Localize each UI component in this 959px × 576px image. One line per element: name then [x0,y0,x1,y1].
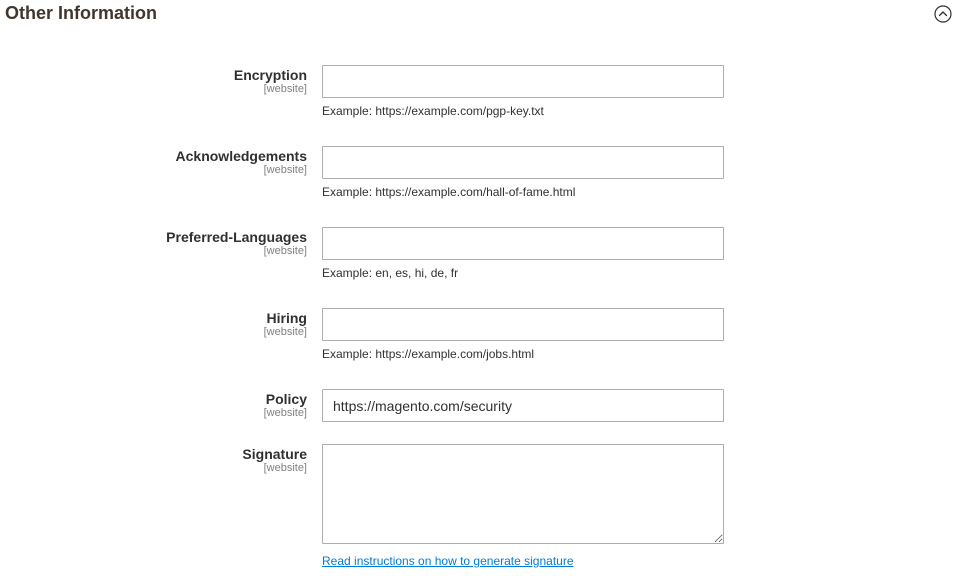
preferred-languages-note: Example: en, es, hi, de, fr [322,266,459,280]
chevron-up-circle-icon[interactable] [934,5,952,23]
signature-textarea[interactable] [322,444,724,544]
label-policy: Policy [265,391,307,407]
label-encryption: Encryption [233,67,307,83]
field-label-signature [242,445,307,475]
scope-signature: [website] [263,462,307,474]
scope-preferred-languages: [website] [263,245,307,257]
acknowledgements-input[interactable] [322,146,724,179]
hiring-note: Example: https://example.com/jobs.html [322,347,535,361]
label-acknowledgements: Acknowledgements [175,148,307,164]
signature-instructions-link[interactable]: Read instructions on how to generate signature [322,554,574,568]
policy-input[interactable] [322,389,724,422]
section-header[interactable] [0,0,959,28]
scope-acknowledgements: [website] [263,164,307,176]
section-title: Other Information [5,3,157,23]
field-label-policy [264,390,307,420]
field-label-acknowledgements [176,147,307,177]
hiring-input[interactable] [322,308,724,341]
encryption-note: Example: https://example.com/pgp-key.txt [322,104,544,118]
acknowledgements-note: Example: https://example.com/hall-of-fame.html [322,185,576,199]
field-label-preferred-languages [166,228,307,258]
label-hiring: Hiring [266,310,307,326]
scope-hiring: [website] [263,326,307,338]
label-signature: Signature [242,446,307,462]
scope-encryption: [website] [263,83,307,95]
preferred-languages-input[interactable] [322,227,724,260]
field-label-hiring [264,309,307,339]
encryption-input[interactable] [322,65,724,98]
field-label-encryption [234,66,307,96]
label-preferred-languages: Preferred-Languages [166,229,307,245]
scope-policy: [website] [263,407,307,419]
